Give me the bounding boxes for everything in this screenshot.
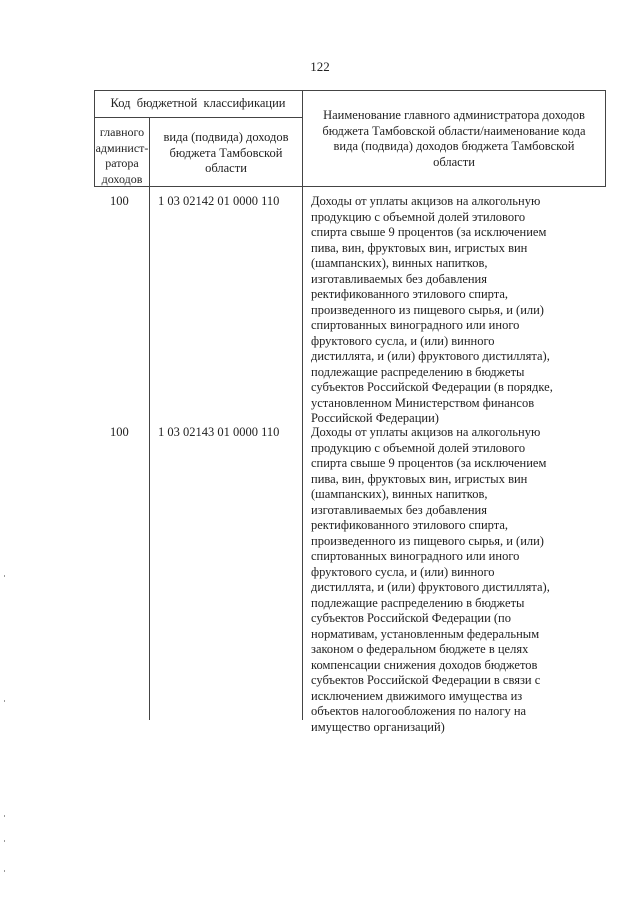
header-group-divider	[94, 117, 302, 118]
row-2-line-1: Доходы от уплаты акцизов на алкогольную	[311, 425, 541, 439]
scan-speck	[4, 870, 5, 872]
row-2-line-19: объектов налогообложения по налогу на	[311, 704, 527, 718]
row-1-line-12: подлежащие распределению в бюджеты	[311, 364, 525, 379]
row-2-admin-code: 100	[110, 425, 129, 439]
row-2-name	[311, 425, 611, 735]
table-right-border	[605, 90, 606, 187]
scan-speck	[4, 840, 5, 842]
row-2-line-12: подлежащие распределению в бюджеты	[311, 595, 525, 610]
row-1-line-1: Доходы от уплаты акцизов на алкогольную	[311, 194, 541, 208]
row-1-line-2: продукцию с объемной долей этилового	[311, 209, 526, 224]
row-1-line-6: изготавливаемых без добавления	[311, 271, 488, 286]
header-admin-column: главного админист-ратора доходов	[95, 125, 149, 186]
row-2-line-15: законом о федеральном бюджете в целях	[311, 642, 529, 656]
row-1-line-5: (шампанских), винных напитков,	[311, 256, 488, 270]
header-name-column: Наименование главного администратора доходов бюджета Тамбовской области/наименование кода вида (подвида) доходов бюджета Тамбовской области	[322, 108, 586, 169]
row-2-line-4: пива, вин, фруктовых вин, игристых вин	[311, 471, 528, 486]
scan-speck	[4, 815, 5, 817]
row-1-line-13: субъектов Российской Федерации (в порядке,	[311, 380, 553, 394]
row-1-line-3: спирта свыше 9 процентов (за исключением	[311, 225, 547, 239]
row-1-line-11: дистиллята, и (или) фруктового дистиллята),	[311, 349, 550, 363]
row-2-line-13: субъектов Российской Федерации (по	[311, 611, 511, 625]
row-2-line-2: продукцию с объемной долей этилового	[311, 440, 526, 455]
row-2-line-18: исключением движимого имущества из	[311, 688, 523, 703]
row-1-line-14: установленном Министерством финансов	[311, 395, 535, 410]
row-2-line-5: (шампанских), винных напитков,	[311, 487, 488, 501]
row-2-line-7: ректификованного этилового спирта,	[311, 518, 509, 532]
header-income-type-column: вида (подвида) доходов бюджета Тамбовской области	[163, 130, 289, 175]
header-group-title: Код бюджетной классификации	[110, 96, 286, 110]
row-2-line-11: дистиллята, и (или) фруктового дистиллята),	[311, 580, 550, 594]
row-2-line-14: нормативам, установленным федеральным	[311, 626, 540, 641]
scan-speck	[4, 575, 5, 577]
row-2-line-3: спирта свыше 9 процентов (за исключением	[311, 456, 547, 470]
row-2-line-10: фруктового сусла, и (или) винного	[311, 564, 495, 579]
row-1-line-15: Российской Федерации)	[311, 411, 439, 425]
row-1-line-4: пива, вин, фруктовых вин, игристых вин	[311, 240, 528, 255]
row-1-line-9: спиртованных виноградного или иного	[311, 318, 520, 332]
column-divider-1	[149, 117, 150, 720]
row-2-line-16: компенсации снижения доходов бюджетов	[311, 657, 538, 672]
row-2-line-9: спиртованных виноградного или иного	[311, 549, 520, 563]
row-1-line-8: произведенного из пищевого сырья, и (или)	[311, 302, 544, 317]
column-divider-2	[302, 90, 303, 720]
row-2-line-8: произведенного из пищевого сырья, и (или)	[311, 533, 544, 548]
row-1-admin-code: 100	[110, 194, 129, 208]
row-2-line-20: имущество организаций)	[311, 719, 445, 734]
row-2-line-17: субъектов Российской Федерации в связи с	[311, 673, 541, 687]
row-1-name	[311, 194, 611, 427]
page-number: 122	[310, 59, 330, 74]
scan-speck	[4, 700, 5, 702]
row-1-income-code: 1 03 02142 01 0000 110	[158, 194, 280, 208]
row-1-line-10: фруктового сусла, и (или) винного	[311, 333, 495, 348]
row-1-line-7: ректификованного этилового спирта,	[311, 287, 509, 301]
row-2-income-code: 1 03 02143 01 0000 110	[158, 425, 280, 439]
header-bottom-border	[94, 186, 606, 187]
table-top-border	[94, 90, 606, 91]
row-2-line-6: изготавливаемых без добавления	[311, 502, 488, 517]
